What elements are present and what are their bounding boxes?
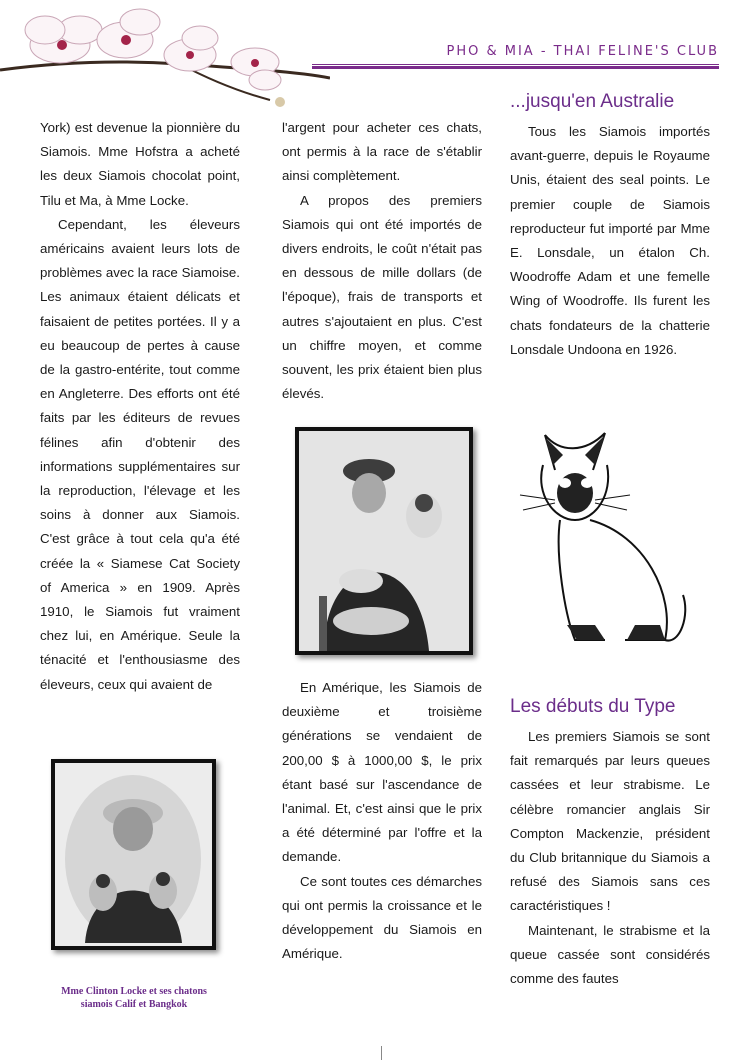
col2-paragraph-3: En Amérique, les Siamois de deuxième et troisième générations se vendaient de 200,00 $ à 1000,00 $, le prix étant basé sur l'ascendance de l'animal. Et, c'est ainsi que le prix a été déterminé par l'offre et la demande. bbox=[282, 680, 482, 865]
col3-paragraph-3: Maintenant, le strabisme et la queue cassée sont considérés comme des fautes bbox=[510, 922, 710, 987]
col2-paragraph-2: A propos des premiers Siamois qui ont été importés de divers endroits, le coût n'était pas en dessous de mille dollars (de l'époque), frais de transports et autres s'ajoutaient en plus. C'est un chiffre moyen, et comme souvent, les prix étaient bien plus élevés. bbox=[282, 192, 482, 402]
heading-australie: ...jusqu'en Australie bbox=[510, 91, 675, 112]
column-2-top-text bbox=[282, 116, 482, 406]
club-title: PHO & MIA - THAI FELINE'S CLUB bbox=[446, 44, 719, 59]
col3-paragraph-2: Les premiers Siamois se sont fait remarqués par leurs queues cassées et leur strabisme. Le célèbre romancier anglais Sir Compton Mackenzie, président du Club britannique du Siamois a refusé des Siamois sans ces caractéristiques ! bbox=[510, 729, 710, 914]
col1-paragraph-2: Cependant, les éleveurs américains avaient leurs lots de problèmes avec la race Siamoise. Les animaux étaient délicats et faisaient de petites portées. Il y a eu beaucoup de pertes à cause de la gastro-entérite, tout comme en Angleterre. Des efforts ont été faits par les éditeurs de revues félines afin d'obtenir des informations supplémentaires sur la reproduction, l'élevage et les soins à donner aux Siamois. C'est grâce à tout cela qu'a été créée la « Siamese Cat Society of America » en 1909. Après 1910, le Siamois fut vraiment chez lui, en Amérique. Seule la ténacité et l'enthousiasme des éleveurs, ceux qui avaient de bbox=[40, 216, 240, 692]
orchid-flowers-decoration bbox=[0, 0, 330, 115]
photo-caption: Mme Clinton Locke et ses chatons siamois Calif et Bangkok bbox=[61, 986, 207, 1010]
header-rule-thin bbox=[312, 64, 719, 65]
heading-debuts-du-type: Les débuts du Type bbox=[510, 696, 676, 717]
column-3-top-text bbox=[510, 120, 710, 362]
page-break-marker bbox=[381, 1046, 382, 1060]
column-1-text bbox=[40, 116, 240, 697]
portrait-woman-with-kittens-image bbox=[55, 763, 212, 946]
col2-paragraph-1: l'argent pour acheter ces chats, ont permis à la race de s'établir ainsi complètement. bbox=[282, 120, 482, 184]
col1-paragraph-1: York) est devenue la pionnière du Siamois. Mme Hofstra a acheté les deux Siamois chocolat point, Tilu et Ma, à Mme Locke. bbox=[40, 120, 240, 208]
column-3-bottom-text bbox=[510, 725, 710, 991]
photo-mme-clinton-locke bbox=[51, 759, 216, 950]
vintage-portrait-image bbox=[299, 431, 469, 651]
column-2-bottom-text bbox=[282, 676, 482, 966]
col3-paragraph-1: Tous les Siamois importés avant-guerre, depuis le Royaume Unis, étaient des seal points. Le premier couple de Siamois reproducteur fut importé par Mme E. Lonsdale, un étalon Ch. Woodroffe Adam et une femelle Wing of Woodroffe. Ils furent les chats fondateurs de la chatterie Lonsdale Undoona en 1926. bbox=[510, 124, 710, 357]
header-rule-thick bbox=[312, 66, 719, 69]
photo-woman-with-siamese-cats bbox=[295, 427, 473, 655]
col2-paragraph-4: Ce sont toutes ces démarches qui ont permis la croissance et le développement du Siamois en Amérique. bbox=[282, 873, 482, 962]
siamese-cat-drawing bbox=[515, 425, 695, 655]
